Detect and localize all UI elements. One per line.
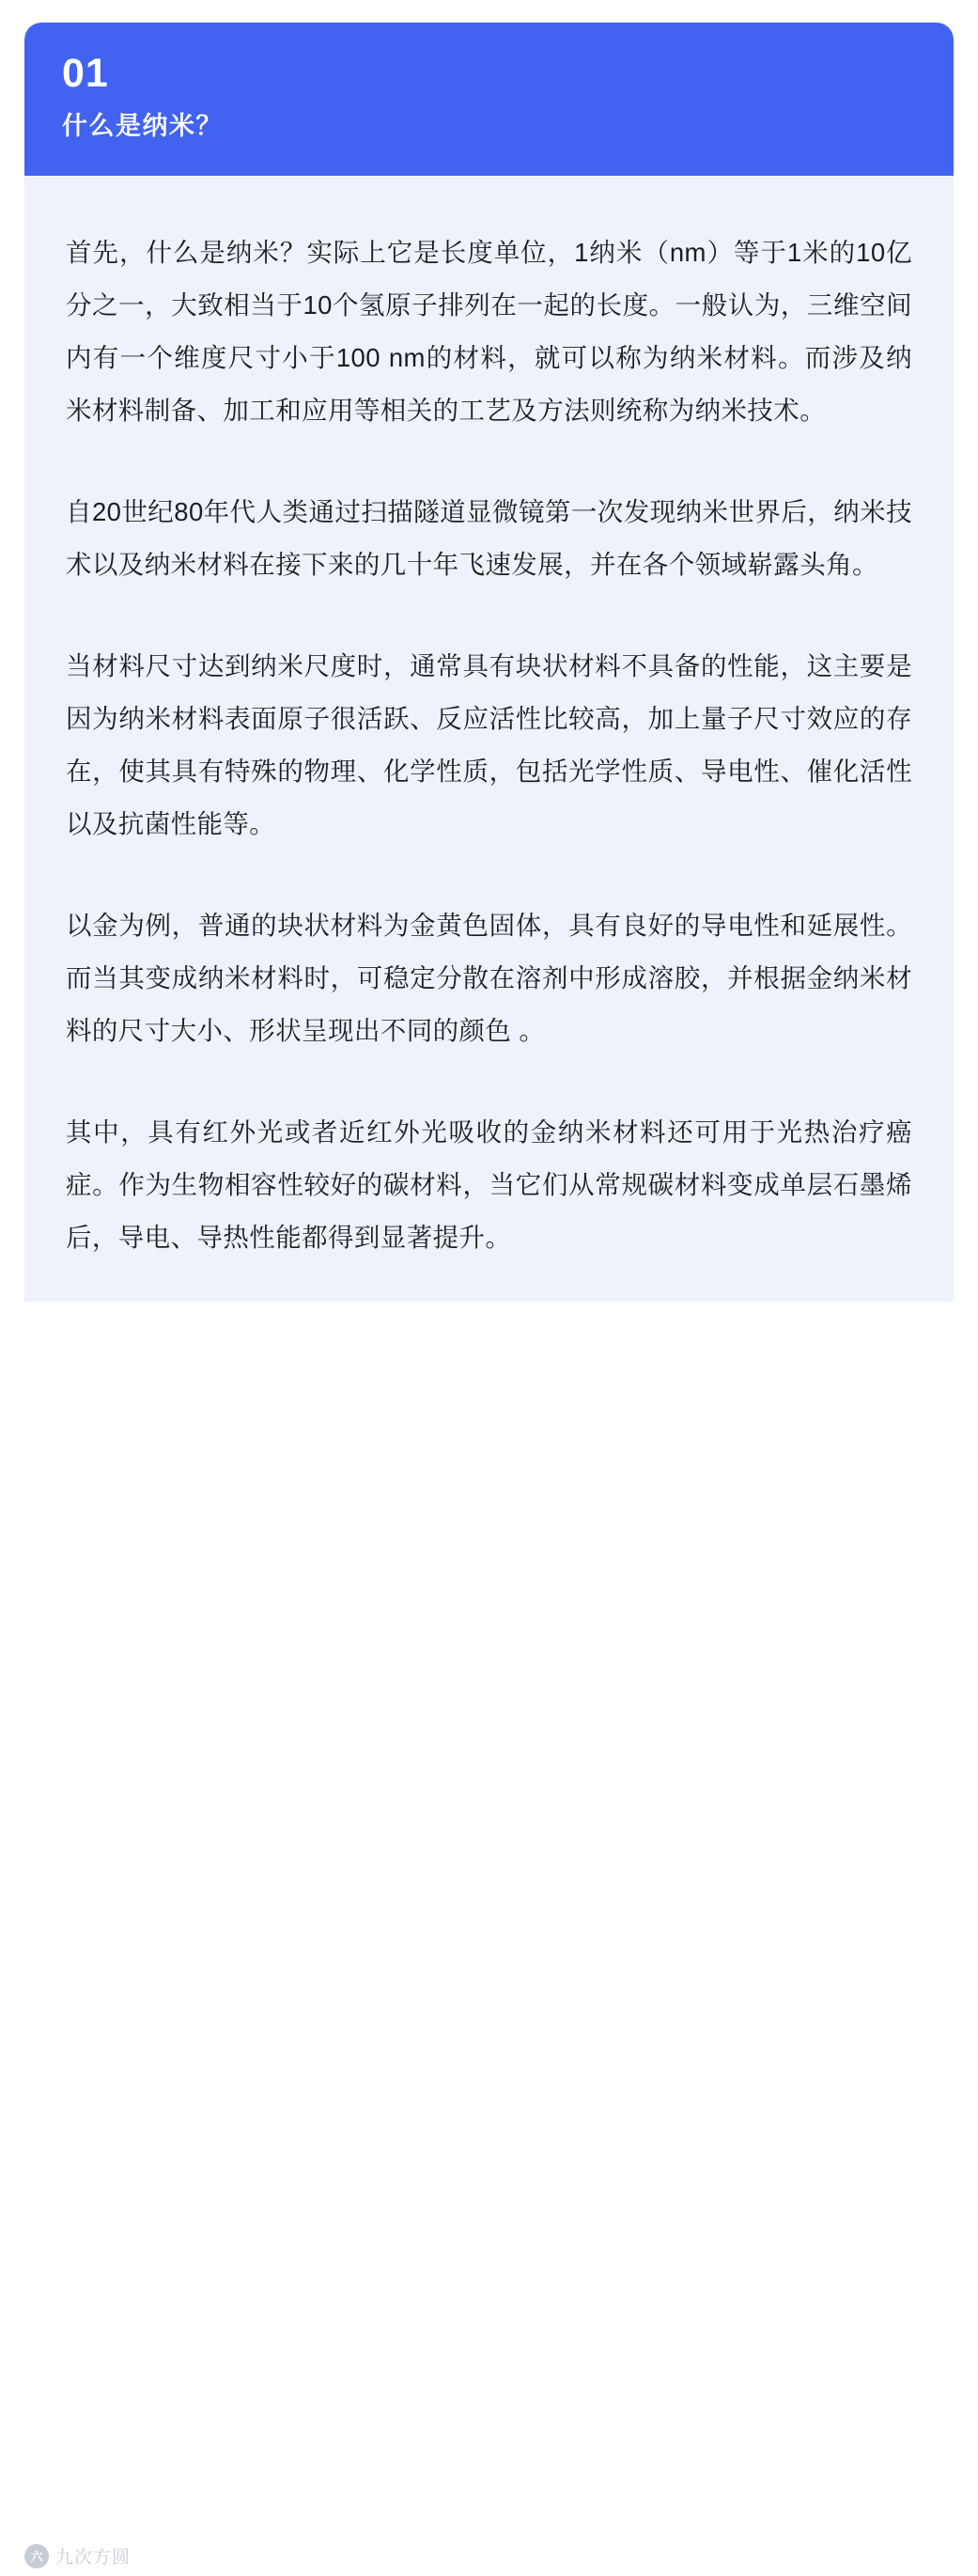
section-number: 01 bbox=[62, 51, 109, 96]
paragraph: 以金为例，普通的块状材料为金黄色固体，具有良好的导电性和延展性。而当其变成纳米材料时，可稳定分散在溶剂中形成溶胶，并根据金纳米材料的尺寸大小、形状呈现出不同的颜色 。 bbox=[66, 910, 912, 1045]
paragraph: 自20世纪80年代人类通过扫描隧道显微镜第一次发现纳米世界后，纳米技术以及纳米材料在接下来的几十年飞速发展，并在各个领域崭露头角。 bbox=[66, 496, 912, 579]
watermark bbox=[24, 2543, 131, 2568]
paragraph: 当材料尺寸达到纳米尺度时，通常具有块状材料不具备的性能，这主要是因为纳米材料表面原子很活跃、反应活性比较高，加上量子尺寸效应的存在，使其具有特殊的物理、化学性质，包括光学性质、导电性、催化活性以及抗菌性能等。 bbox=[66, 650, 912, 838]
watermark-logo-icon: 六 bbox=[24, 2544, 49, 2568]
article-header bbox=[24, 23, 954, 176]
watermark-label: 九次方圆 bbox=[55, 2548, 132, 2568]
article-card bbox=[24, 23, 954, 1302]
paragraph: 其中，具有红外光或者近红外光吸收的金纳米材料还可用于光热治疗癌症。作为生物相容性较好的碳材料，当它们从常规碳材料变成单层石墨烯后，导电、导热性能都得到显著提升。 bbox=[66, 1116, 912, 1252]
page-title: 什么是纳米？ bbox=[62, 112, 223, 141]
article-body bbox=[24, 176, 954, 1302]
paragraph: 首先，什么是纳米？实际上它是长度单位，1纳米（nm）等于1米的10亿分之一，大致相当于10个氢原子排列在一起的长度。一般认为，三维空间内有一个维度尺寸小于100 nm的材料，就可以称为纳米材料。而涉及纳米材料制备、加工和应用等相关的工艺及方法则统称为纳米技术。 bbox=[66, 237, 912, 425]
